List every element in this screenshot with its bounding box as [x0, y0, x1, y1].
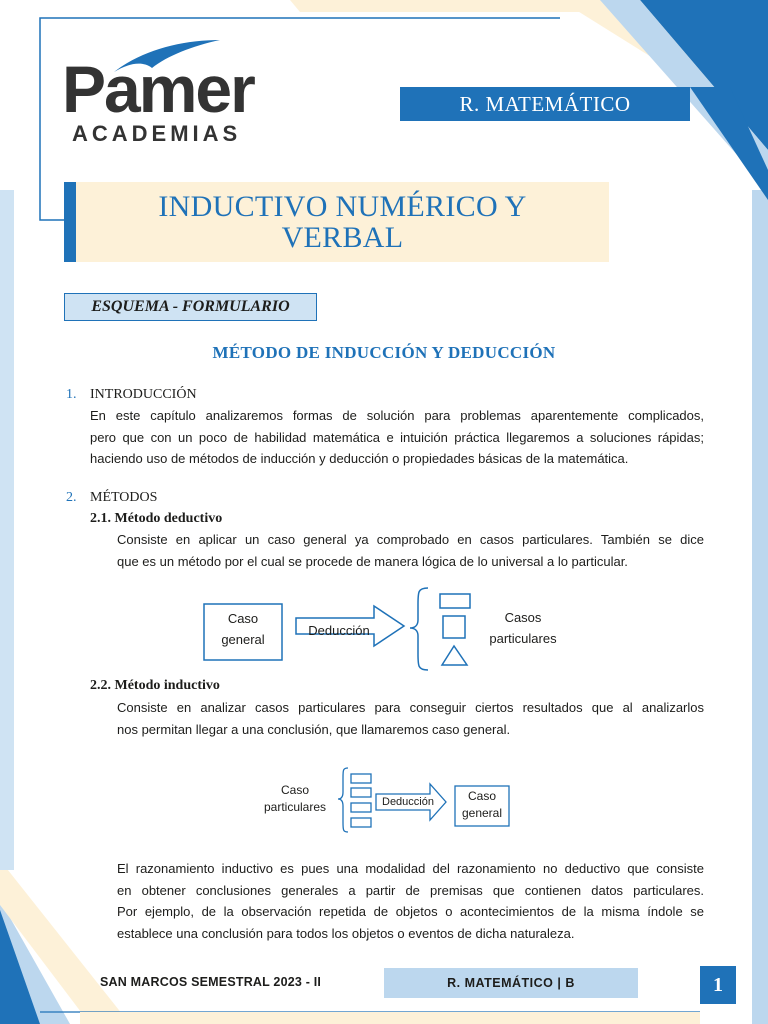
triangle-shape-icon [442, 646, 467, 665]
intro-line: pero que con un poco de habilidad matemática e intuición práctica llegaremos a soluciones rápidas; [90, 429, 704, 445]
logo-subtitle: ACADEMIAS [72, 121, 242, 146]
general-line1: Caso [467, 789, 496, 803]
closing-paragraph [117, 858, 704, 944]
page-title [158, 191, 526, 253]
page-title-line2: VERBAL [281, 221, 404, 254]
brace-icon [338, 768, 348, 832]
closing-line: El razonamiento inductivo es pues una modalidad del razonamiento no deductivo que consiste [117, 861, 704, 876]
deductive-line: Consiste en aplicar un caso general ya comprobado en casos particulares. También se dice [117, 532, 704, 547]
section-heading: MÉTODO DE INDUCCIÓN Y DEDUCCIÓN [212, 343, 556, 362]
closing-line: en obtener conclusiones generales a partir de premisas que contienen datos particulares. [117, 882, 704, 898]
inductive-line: nos permitan llegar a una conclusión, que llamaremos caso general. [117, 721, 511, 737]
logo-wordmark: Pamer [62, 52, 254, 126]
methods-number: 2. [66, 490, 77, 505]
square-shape-icon [443, 616, 465, 638]
deductive-arrow-label: Deducción [308, 623, 370, 638]
footer-subject: R. MATEMÁTICO | B [384, 968, 638, 998]
deductive-paragraph [117, 529, 704, 572]
subject-tab: R. MATEMÁTICO [400, 87, 690, 121]
case-box-icon [351, 788, 371, 797]
rectangle-shape-icon [440, 594, 470, 608]
cases-line1: Casos [504, 610, 542, 625]
inductive-paragraph [117, 697, 704, 740]
intro-line: haciendo uso de métodos de inducción y deducción o propiedades básicas de la matemática. [90, 451, 629, 466]
cases-line2: particulares [489, 631, 557, 646]
cases-line1: Caso [280, 783, 309, 797]
inductive-cases-label [255, 782, 335, 816]
inductive-title: 2.2. Método inductivo [90, 678, 220, 693]
cases-line2: particulares [263, 800, 327, 814]
inductive-general-label [455, 788, 509, 822]
intro-number: 1. [66, 387, 77, 402]
page-number: 1 [700, 966, 736, 1004]
intro-title: INTRODUCCIÓN [90, 387, 197, 402]
case-box-icon [351, 774, 371, 783]
closing-line: Por ejemplo, de la observación repetida de objetos o acontecimientos de la misma índole se [117, 904, 704, 919]
case-box-icon [351, 818, 371, 827]
case-box-icon [351, 803, 371, 812]
title-box [76, 182, 609, 262]
inductive-line: Consiste en analizar casos particulares para conseguir ciertos resultados que al analizarlos [117, 700, 704, 715]
deductive-general-label [204, 608, 282, 650]
brace-icon [410, 588, 428, 670]
title-accent-bar [64, 182, 76, 262]
page-title-line1: INDUCTIVO NUMÉRICO Y [158, 190, 527, 223]
schema-label: ESQUEMA - FORMULARIO [64, 293, 317, 321]
deductive-title: 2.1. Método deductivo [90, 511, 223, 526]
intro-paragraph [90, 405, 704, 470]
footer-course: SAN MARCOS SEMESTRAL 2023 - II [100, 975, 322, 989]
closing-line: establece una conclusión para todos los objetos o eventos de dicha naturaleza. [117, 925, 575, 941]
deductive-cases-label [478, 607, 568, 649]
inductive-arrow-label: Deducción [382, 796, 434, 808]
general-line2: general [461, 806, 503, 820]
general-line2: general [221, 632, 265, 647]
methods-title: MÉTODOS [90, 490, 158, 505]
deductive-line: que es un método por el cual se procede de manera lógica de lo universal a lo particular. [117, 553, 628, 569]
general-line1: Caso [227, 611, 259, 626]
intro-line: En este capítulo analizaremos formas de solución para problemas aparentemente complicados, [90, 408, 704, 423]
